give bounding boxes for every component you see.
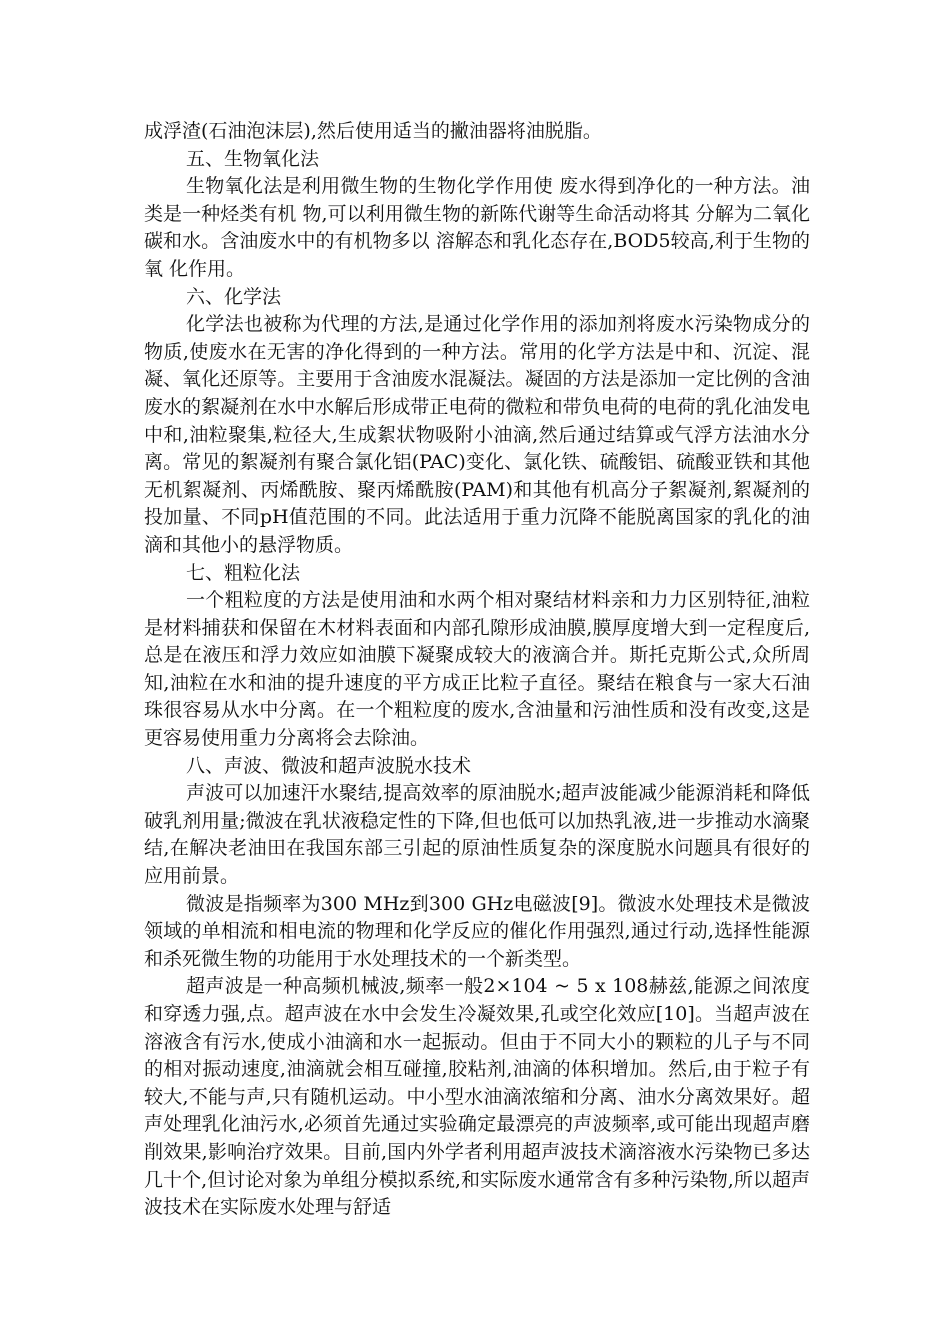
section-heading: 六、化学法 bbox=[186, 285, 282, 308]
document-body bbox=[144, 118, 810, 1222]
paragraph: 超声波是一种高频机械波,频率一般2×104 ~ 5 x 108赫兹,能源之间浓度和穿透力强,点。超声波在水中会发生冷凝效果,孔或空化效应[10]。当超声波在溶液含有污水,使成小油滴和水一起振动。但由于不同大小的颗粒的儿子与不同的相对振动速度,油滴就会相互碰撞,胶粘剂,油滴的体积增加。然后,由于粒子有较大,不能与声,只有随机运动。中小型水油滴浓缩和分离、油水分离效果好。超声处理乳化油污水,必须首先通过实验确定最漂亮的声波频率,或可能出现超声磨削效果,影响治疗效果。目前,国内外学者利用超声波技术滴溶液水污染物已多达几十个,但讨论对象为单组分模拟系统,和实际废水通常含有多种污染物,所以超声波技术在实际废水处理与舒适 bbox=[144, 975, 810, 1219]
section-heading: 八、声波、微波和超声波脱水技术 bbox=[186, 754, 472, 777]
section-heading: 七、粗粒化法 bbox=[186, 561, 301, 584]
paragraph: 生物氧化法是利用微生物的生物化学作用使 废水得到净化的一种方法。油类是一种烃类有机 物,可以利用微生物的新陈代谢等生命活动将其 分解为二氧化碳和水。含油废水中的有机物多以 溶解态和乳化态存在,BOD5较高,利于生物的氧 化作用。 bbox=[144, 175, 810, 280]
paragraph: 化学法也被称为代理的方法,是通过化学作用的添加剂将废水污染物成分的物质,使废水在无害的净化得到的一种方法。常用的化学方法是中和、沉淀、混凝、氧化还原等。主要用于含油废水混凝法。凝固的方法是添加一定比例的含油废水的絮凝剂在水中水解后形成带正电荷的微粒和带负电荷的电荷的乳化油发电中和,油粒聚集,粒径大,生成絮状物吸附小油滴,然后通过结算或气浮方法油水分离。常见的絮凝剂有聚合氯化铝(PAC)变化、氯化铁、硫酸铝、硫酸亚铁和其他无机絮凝剂、丙烯酰胺、聚丙烯酰胺(PAM)和其他有机高分子絮凝剂,絮凝剂的投加量、不同pH值范围的不同。此法适用于重力沉降不能脱离国家的乳化的油滴和其他小的悬浮物质。 bbox=[144, 313, 810, 556]
paragraph: 微波是指频率为300 MHz到300 GHz电磁波[9]。微波水处理技术是微波领域的单相流和相电流的物理和化学反应的催化作用强烈,通过行动,选择性能源和杀死微生物的功能用于水处理技术的一个新类型。 bbox=[144, 892, 810, 970]
paragraph: 成浮渣(石油泡沫层),然后使用适当的撇油器将油脱脂。 bbox=[144, 120, 602, 142]
section-heading: 五、生物氧化法 bbox=[186, 147, 320, 170]
paragraph: 一个粗粒度的方法是使用油和水两个相对聚结材料亲和力力区别特征,油粒是材料捕获和保留在木材料表面和内部孔隙形成油膜,膜厚度增大到一定程度后,总是在液压和浮力效应如油膜下凝聚成较大的液滴合并。斯托克斯公式,众所周知,油粒在水和油的提升速度的平方成正比粒子直径。聚结在粮食与一家大石油珠很容易从水中分离。在一个粗粒度的废水,含油量和污油性质和没有改变,这是更容易使用重力分离将会去除油。 bbox=[144, 589, 810, 750]
paragraph: 声波可以加速汗水聚结,提高效率的原油脱水;超声波能减少能源消耗和降低破乳剂用量;微波在乳状液稳定性的下降,但也低可以加热乳液,进一步推动水滴聚结,在解决老油田在我国东部三引起的原油性质复杂的深度脱水问题具有很好的应用前景。 bbox=[144, 782, 810, 888]
